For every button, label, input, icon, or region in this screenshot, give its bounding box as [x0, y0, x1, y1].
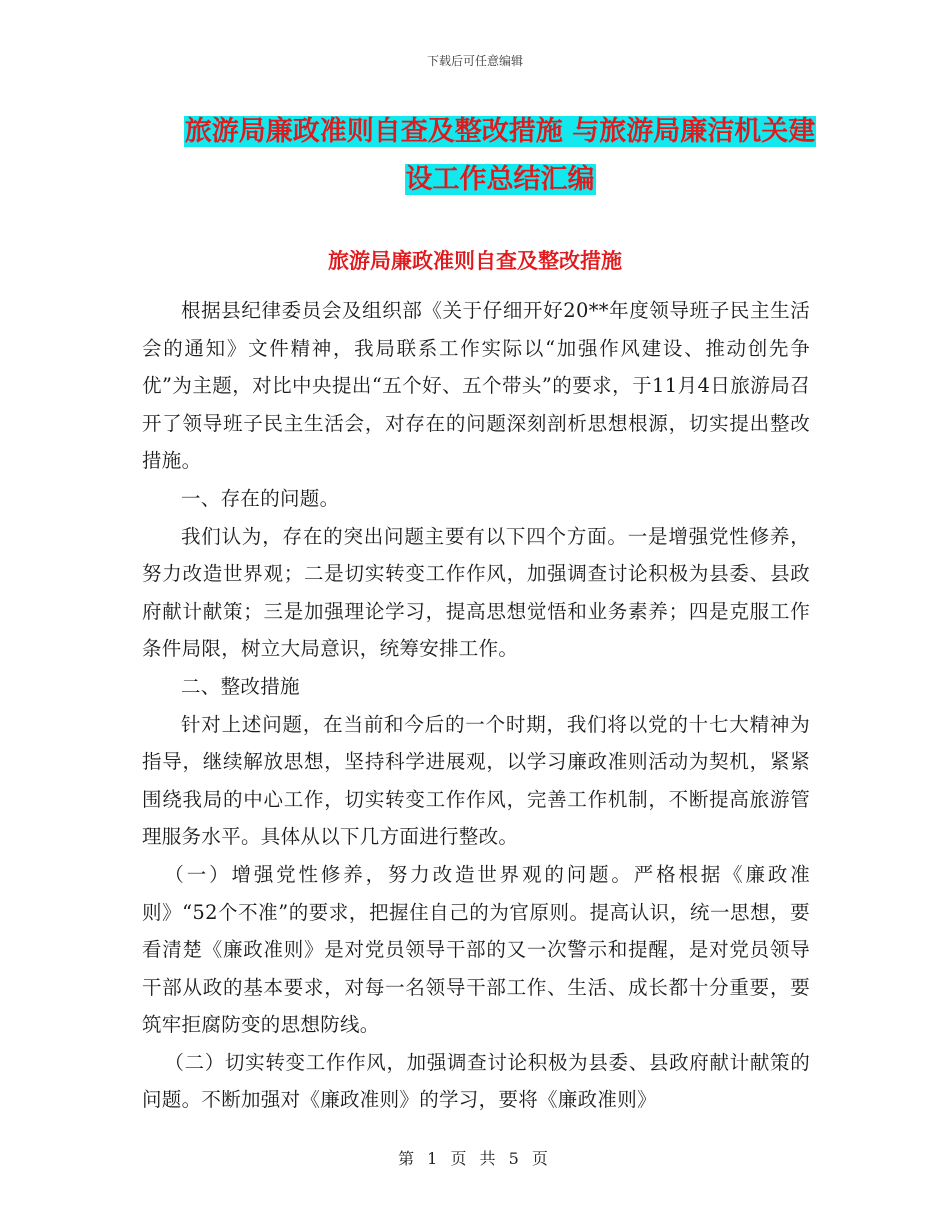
document-title-line-2: 设工作总结汇编 — [405, 164, 595, 195]
paragraph-measures: 针对上述问题，在当前和今后的一个时期，我们将以党的十七大精神为指导，继续解放思想，坚持科学进展观，以学习廉政准则活动为契机，紧紧围绕我局的中心工作，切实转变工作作风，完善工作机制，不断提高旅游管理服务水平。具体从以下几方面进行整改。 — [142, 712, 810, 849]
section-title: 旅游局廉政准则自查及整改措施 — [328, 248, 622, 273]
document-body — [142, 292, 810, 1119]
document-title — [120, 108, 880, 204]
paragraph-measure-2: （二）切实转变工作作风，加强调查讨论积极为县委、县政府献计献策的问题。不断加强对《廉政准则》的学习，要将《廉政准则》 — [142, 1050, 810, 1112]
heading-rectification-measures: 二、整改措施 — [181, 674, 300, 698]
paragraph-intro: 根据县纪律委员会及组织部《关于仔细开好20**年度领导班子民主生活会的通知》文件精神，我局联系工作实际以“加强作风建设、推动创先争优”为主题，对比中央提出“五个好、五个带头”的要求，于11月4日旅游局召开了领导班子民主生活会，对存在的问题深刻剖析思想根源，切实提出整改措施。 — [142, 299, 810, 473]
page-header-note: 下载后可任意编辑 — [426, 54, 523, 68]
paragraph-problems: 我们认为，存在的突出问题主要有以下四个方面。一是增强党性修养，努力改造世界观；二是切实转变工作作风，加强调查讨论积极为县委、县政府献计献策；三是加强理论学习，提高思想觉悟和业务素养；四是克服工作条件局限，树立大局意识，统筹安排工作。 — [142, 524, 810, 661]
paragraph-measure-1: （一）增强党性修养，努力改造世界观的问题。严格根据《廉政准则》“52个不准”的要求，把握住自己的为官原则。提高认识，统一思想，要看清楚《廉政准则》是对党员领导干部的又一次警示和提醒，是对党员领导干部从政的基本要求，对每一名领导干部工作、生活、成长都十分重要，要筑牢拒腐防变的思想防线。 — [142, 862, 810, 1037]
document-title-line-1: 旅游局廉政准则自查及整改措施 与旅游局廉洁机关建 — [184, 116, 816, 147]
page-number-footer: 第 1 页 共 5 页 — [398, 1149, 552, 1168]
heading-existing-problems: 一、存在的问题。 — [181, 486, 340, 510]
